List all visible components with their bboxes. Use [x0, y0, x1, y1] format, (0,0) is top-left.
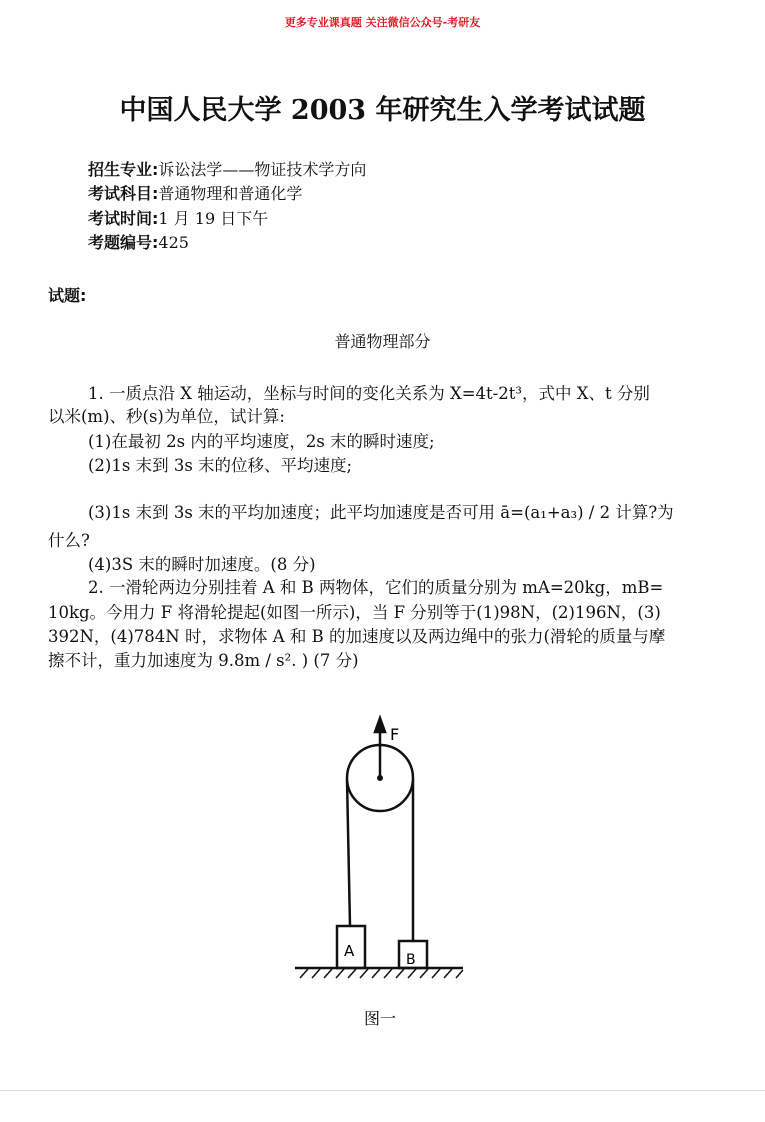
meta-time: 考试时间:1 月 19 日下午 — [88, 209, 269, 228]
meta-subject: 考试科目:普通物理和普通化学 — [88, 184, 303, 203]
text-line: 2. 一滑轮两边分别挂着 A 和 B 两物体，它们的质量分别为 mA=20kg，mB= — [88, 578, 664, 597]
text-line: 什么? — [48, 531, 90, 550]
text-line: (2)1s 末到 3s 末的位移、平均速度; — [88, 456, 353, 475]
text-line: (1)在最初 2s 内的平均速度，2s 末的瞬时速度; — [88, 432, 435, 451]
text-line: (4)3S 末的瞬时加速度。(8 分) — [88, 555, 316, 574]
text-line: (3)1s 末到 3s 末的平均加速度；此平均加速度是否可用 ā=(a₁+a₃) / 2 计算?为 — [88, 503, 674, 522]
rope-a — [347, 780, 350, 926]
meta-code: 考题编号:425 — [88, 233, 189, 252]
promo-banner[interactable]: 更多专业课真题 关注微信公众号-考研友 — [284, 16, 481, 29]
block-a-label: A — [344, 942, 355, 960]
ground-hatch — [300, 969, 463, 978]
section-title: 普通物理部分 — [334, 332, 431, 351]
text-line: 1. 一质点沿 X 轴运动，坐标与时间的变化关系为 X=4t-2t³，式中 X、t 分别 — [88, 384, 650, 403]
force-label: F — [390, 725, 400, 744]
text-line: 392N，(4)784N 时，求物体 A 和 B 的加速度以及两边绳中的张力(滑轮的质量与摩 — [48, 627, 666, 646]
text-line: 以米(m)、秒(s)为单位，试计算: — [48, 407, 285, 426]
text-line: 擦不计，重力加速度为 9.8m / s². ) (7 分) — [48, 651, 359, 670]
text-line: 10kg。今用力 F 将滑轮提起(如图一所示)，当 F 分别等于(1)98N，(2)196N，(3) — [48, 603, 661, 622]
meta-major: 招生专业:诉讼法学——物证技术学方向 — [88, 160, 367, 179]
questions-label: 试题: — [48, 286, 87, 305]
page-divider — [0, 1090, 765, 1091]
block-b-label: B — [406, 952, 416, 968]
figure-caption: 图一 — [363, 1009, 397, 1028]
page-title: 中国人民大学 2003 年研究生入学考试试题 — [119, 95, 646, 126]
